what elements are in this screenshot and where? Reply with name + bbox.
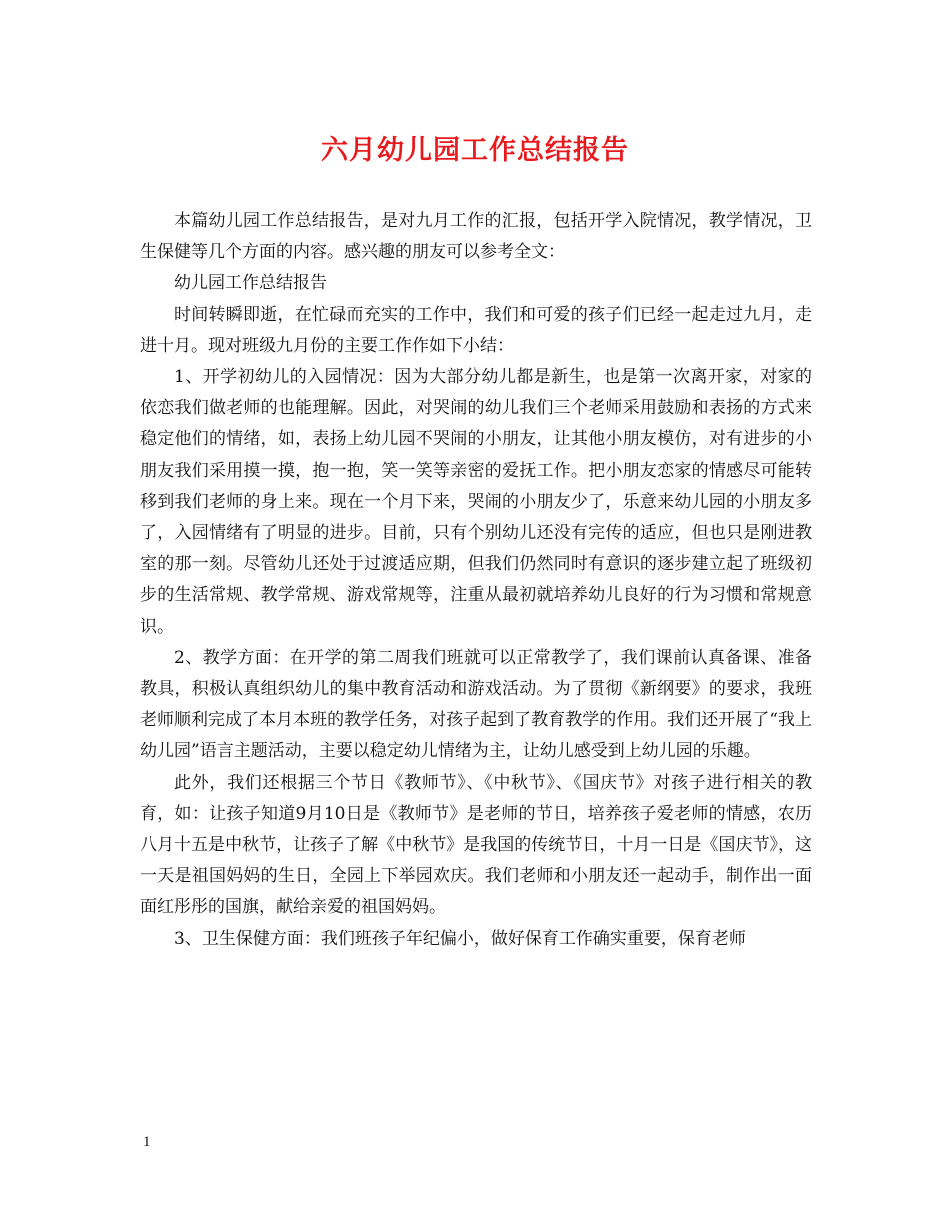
paragraph-teaching: 2、教学方面：在开学的第二周我们班就可以正常教学了，我们课前认真备课、准备教具，积极认真组织幼儿的集中教育活动和游戏活动。为了贯彻《新纲要》的要求，我班老师顺利完成了本月本班的教学任务，对孩子起到了教育教学的作用。我们还开展了“我上幼儿园”语言主题活动，主要以稳定幼儿情绪为主，让幼儿感受到上幼儿园的乐趣。 (140, 647, 812, 762)
paragraph-subtitle: 幼儿园工作总结报告 (174, 273, 327, 294)
paragraph-enrollment: 1、开学初幼儿的入园情况：因为大部分幼儿都是新生，也是第一次离开家，对家的依恋我们做老师的也能理解。因此，对哭闹的幼儿我们三个老师采用鼓励和表扬的方式来稳定他们的情绪，如，表扬上幼儿园不哭闹的小朋友，让其他小朋友模仿，对有进步的小朋友我们采用摸一摸，抱一抱，笑一笑等亲密的爱抚工作。把小朋友恋家的情感尽可能转移到我们老师的身上来。现在一个月下来，哭闹的小朋友少了，乐意来幼儿园的小朋友多了，入园情绪有了明显的进步。目前，只有个别幼儿还没有完传的适应，但也只是刚进教室的那一刻。尽管幼儿还处于过渡适应期，但我们仍然同时有意识的逐步建立起了班级初步的生活常规、教学常规、游戏常规等，注重从最初就培养幼儿良好的行为习惯和常规意识。 (140, 367, 812, 637)
page-number: 1 (143, 1134, 151, 1150)
paragraph-intro: 本篇幼儿园工作总结报告，是对九月工作的汇报，包括开学入院情况，教学情况，卫生保健等几个方面的内容。感兴趣的朋友可以参考全文： (140, 211, 812, 263)
document-title: 六月幼儿园工作总结报告 (321, 135, 629, 166)
paragraph-opening: 时间转瞬即逝，在忙碌而充实的工作中，我们和可爱的孩子们已经一起走过九月，走进十月。现对班级九月份的主要工作作如下小结： (140, 304, 812, 356)
paragraph-health: 3、卫生保健方面：我们班孩子年纪偏小，做好保育工作确实重要，保育老师 (174, 928, 746, 949)
document-body (140, 206, 812, 955)
paragraph-festivals: 此外，我们还根据三个节日《教师节》、《中秋节》、《国庆节》对孩子进行相关的教育，如：让孩子知道9月10日是《教师节》是老师的节日，培养孩子爱老师的情感，农历八月十五是中秋节，让孩子了解《中秋节》是我国的传统节日，十月一日是《国庆节》，这一天是祖国妈妈的生日，全园上下举园欢庆。我们老师和小朋友还一起动手，制作出一面面红彤彤的国旗，献给亲爱的祖国妈妈。 (140, 772, 812, 918)
